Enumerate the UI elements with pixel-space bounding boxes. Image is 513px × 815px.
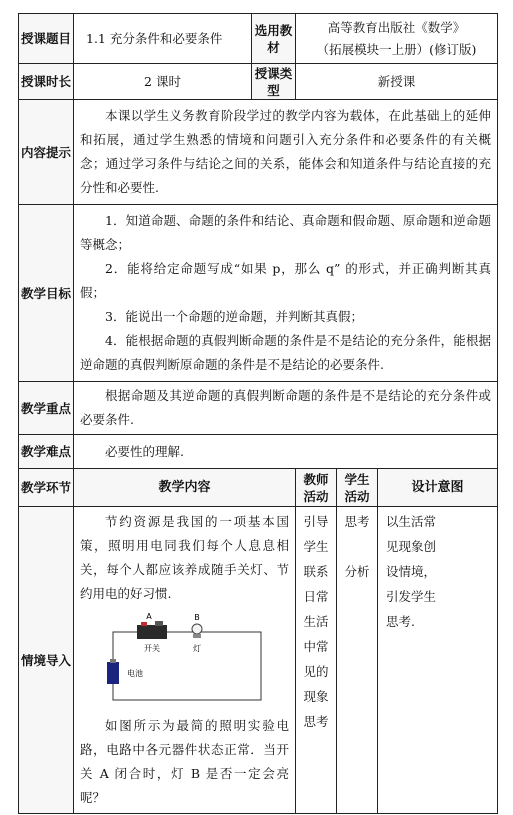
lamp-letter: B <box>193 613 200 622</box>
design-intent <box>378 507 498 814</box>
student-activity-line: 思考 <box>344 514 370 529</box>
goals-cell <box>74 205 498 382</box>
student-activity-line: 分析 <box>344 564 370 579</box>
circuit-diagram <box>105 610 265 710</box>
hint-label: 内容提示 <box>19 100 74 205</box>
difficulty-row <box>19 435 498 469</box>
teacher-activity-line: 现象 <box>303 689 329 704</box>
hours-row <box>19 64 498 100</box>
goals-row <box>19 205 498 382</box>
goal-item: 2．能将给定命题写成“如果 p，那么 q” 的形式，并正确判断其真假； <box>80 261 491 300</box>
intro-row <box>19 507 498 814</box>
hours-label: 授课时长 <box>19 64 74 100</box>
switch-icon <box>137 621 167 639</box>
focus-row <box>19 382 498 435</box>
textbook-line1: 高等教育出版社《数学》 <box>327 19 466 35</box>
circuit-wire <box>113 632 261 700</box>
intro-content <box>74 507 296 814</box>
goal-item: 4．能根据命题的真假判断命题的条件是不是结论的充分条件，能根据逆命题的真假判断原命题的条件是不是结论的必要条件. <box>80 333 491 372</box>
intro-paragraph-2: 如图所示为最简的照明实验电路，电路中各元器件状态正常．当开关 A 闭合时，灯 B 是否一定会亮呢？ <box>80 718 289 805</box>
design-intent-line: 思考. <box>386 614 415 629</box>
content-header: 教学内容 <box>74 469 296 507</box>
design-intent-header: 设计意图 <box>378 469 498 507</box>
type-value: 新授课 <box>296 64 498 100</box>
student-activity-line <box>339 534 375 559</box>
teacher-activity-line: 联系 <box>303 564 329 579</box>
teacher-activity-line: 思考 <box>303 714 329 729</box>
difficulty-cell <box>74 435 498 469</box>
design-intent-line: 引发学生 <box>386 589 437 604</box>
textbook <box>296 14 498 64</box>
lamp-icon <box>192 624 202 638</box>
battery-icon <box>107 659 119 684</box>
difficulty-text: 必要性的理解. <box>105 443 184 459</box>
focus-text: 根据命题及其逆命题的真假判断命题的条件是不是结论的充分条件或必要条件. <box>80 388 491 427</box>
goal-item: 3．能说出一个命题的逆命题，并判断其真假； <box>105 309 363 324</box>
intro-paragraph-1: 节约资源是我国的一项基本国策，照明用电同我们每个人息息相关，每个人都应该养成随手关灯、节约用电的好习惯. <box>80 514 289 601</box>
course-topic: 1.1 充分条件和必要条件 <box>74 14 252 64</box>
textbook-line2: （拓展模块一上册）(修订版) <box>316 41 477 57</box>
intro-stage-label: 情境导入 <box>19 507 74 814</box>
hours-value: 2 课时 <box>74 64 252 100</box>
process-header-row <box>19 469 498 507</box>
hint-row <box>19 100 498 205</box>
teacher-activity-header: 教师活动 <box>296 469 337 507</box>
student-activity <box>337 507 378 814</box>
type-label: 授课类型 <box>252 64 296 100</box>
design-intent-line: 以生活常 <box>386 514 437 529</box>
hint-text: 本课以学生义务教育阶段学过的教学内容为载体，在此基础上的延伸和拓展，通过学生熟悉的情境和问题引入充分条件和必要条件的有关概念；通过学习条件与结论之间的关系，能体会和知道条件与结论直接的充分性和必要性. <box>80 108 491 195</box>
student-activity-header: 学生活动 <box>337 469 378 507</box>
teacher-activity-line: 中常 <box>303 639 329 654</box>
battery-label: 电池 <box>126 669 143 678</box>
design-intent-line: 设情境， <box>386 564 437 579</box>
switch-letter: A <box>145 612 152 621</box>
teacher-activity-line: 引导 <box>303 514 329 529</box>
course-topic-label: 授课题目 <box>19 14 74 64</box>
teacher-activity-line: 日常 <box>303 589 329 604</box>
topic-row <box>19 14 498 64</box>
teacher-activity-line: 学生 <box>303 539 329 554</box>
design-intent-line: 见现象创 <box>386 539 437 554</box>
difficulty-label: 教学难点 <box>19 435 74 469</box>
teacher-activity-line: 生活 <box>303 614 329 629</box>
goals-label: 教学目标 <box>19 205 74 382</box>
teacher-activity-line: 见的 <box>303 664 329 679</box>
lesson-plan <box>18 13 497 814</box>
lamp-label: 灯 <box>192 644 201 653</box>
focus-label: 教学重点 <box>19 382 74 435</box>
textbook-label: 选用教材 <box>252 14 296 64</box>
teacher-activity <box>296 507 337 814</box>
stage-header: 教学环节 <box>19 469 74 507</box>
lesson-plan-table <box>18 13 498 814</box>
hint-cell <box>74 100 498 205</box>
goal-item: 1．知道命题、命题的条件和结论、真命题和假命题、原命题和逆命题等概念； <box>80 213 491 252</box>
switch-label: 开关 <box>143 644 160 653</box>
focus-cell <box>74 382 498 435</box>
